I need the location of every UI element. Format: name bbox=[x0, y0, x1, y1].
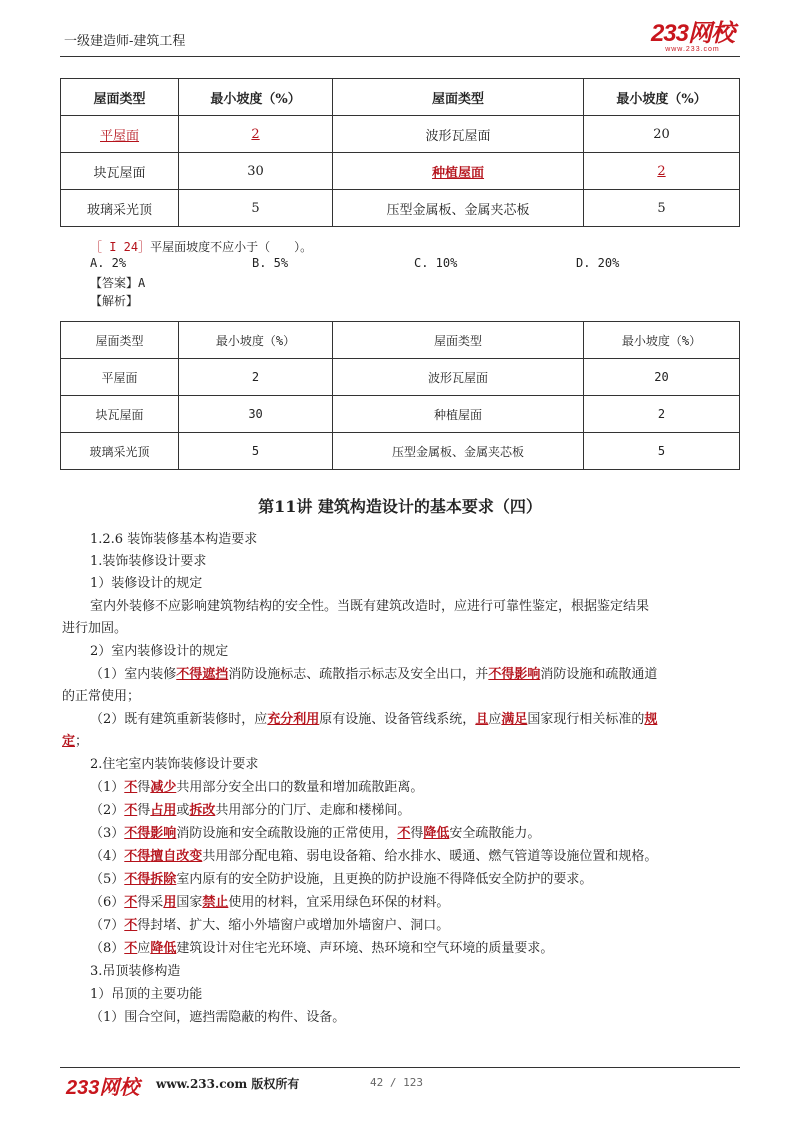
highlight: 不得遮挡 bbox=[176, 667, 229, 682]
table-cell: 20 bbox=[584, 116, 740, 153]
heading: 2.住宅室内装饰装修设计要求 bbox=[90, 757, 259, 772]
table-row bbox=[61, 190, 740, 227]
highlight: 拆除 bbox=[150, 872, 177, 887]
question-stem bbox=[90, 238, 312, 255]
table-row bbox=[61, 359, 740, 396]
text: （3） bbox=[90, 826, 125, 841]
table-cell: 波形瓦屋面 bbox=[333, 359, 584, 396]
highlight: 用 bbox=[163, 895, 177, 910]
highlight: 满足 bbox=[501, 712, 528, 727]
list-item bbox=[90, 711, 657, 729]
table-cell: 种植屋面 bbox=[432, 165, 485, 181]
text: ； bbox=[75, 734, 89, 749]
table-cell: 平屋面 bbox=[61, 359, 179, 396]
footer-copyright: www.233.com 版权所有 bbox=[156, 1077, 300, 1091]
option-a: A. 2% bbox=[90, 256, 127, 270]
highlight: 拆改 bbox=[189, 803, 216, 818]
page-number: 42 / 123 bbox=[370, 1076, 423, 1089]
table-row bbox=[61, 153, 740, 190]
table-cell: 2 bbox=[657, 163, 666, 179]
highlight: 降低 bbox=[150, 941, 177, 956]
text: 共用部分的门厅、走廊和楼梯间。 bbox=[215, 803, 411, 818]
highlight: 定 bbox=[62, 734, 76, 749]
highlight: 且 bbox=[475, 712, 489, 727]
table-cell: 5 bbox=[584, 433, 740, 470]
list-item bbox=[90, 779, 423, 797]
table-cell: 20 bbox=[584, 359, 740, 396]
table-row bbox=[61, 433, 740, 470]
table-cell: 2 bbox=[251, 126, 260, 142]
highlight: 降低 bbox=[423, 826, 450, 841]
brand-logo bbox=[651, 22, 734, 53]
list-item bbox=[90, 940, 553, 958]
text: 安全疏散能力。 bbox=[449, 826, 541, 841]
table-cell: 5 bbox=[584, 190, 740, 227]
heading: 1）吊顶的主要功能 bbox=[90, 987, 203, 1002]
text: （4） bbox=[90, 849, 125, 864]
text: 应 bbox=[488, 712, 502, 727]
analysis-label: 【解析】 bbox=[90, 294, 139, 308]
table-header: 屋面类型 bbox=[333, 79, 584, 116]
table-cell: 2 bbox=[179, 359, 333, 396]
logo-sub: www.233.com bbox=[665, 46, 720, 53]
list-item bbox=[90, 917, 449, 935]
text: （2）既有建筑重新装修时，应 bbox=[90, 712, 268, 727]
text: 室内原有的安全防护设施，且更换的防护设施不得降低安全防护的要求。 bbox=[176, 872, 593, 887]
slope-table-2 bbox=[60, 321, 740, 470]
list-item bbox=[90, 894, 449, 912]
table-cell: 5 bbox=[179, 190, 333, 227]
heading: 1.2.6 装饰装修基本构造要求 bbox=[90, 532, 258, 547]
heading: 2）室内装修设计的规定 bbox=[90, 644, 229, 659]
highlight: 不 bbox=[397, 826, 411, 841]
heading: 1）装修设计的规定 bbox=[90, 576, 203, 591]
logo-main: 233网校 bbox=[650, 20, 734, 47]
highlight: 不 bbox=[124, 941, 138, 956]
highlight: 减少 bbox=[150, 780, 177, 795]
text: 消防设施标志、疏散指示标志及安全出口，并 bbox=[228, 667, 489, 682]
list-item bbox=[90, 825, 540, 843]
highlight: 规 bbox=[644, 712, 658, 727]
table-row bbox=[61, 396, 740, 433]
text: （1）室内装修 bbox=[90, 667, 177, 682]
footer-logo: 233网校 bbox=[66, 1077, 140, 1099]
list-item-continued bbox=[62, 733, 88, 751]
table-header: 屋面类型 bbox=[333, 322, 584, 359]
table-cell: 玻璃采光顶 bbox=[61, 190, 179, 227]
slope-table-1 bbox=[60, 78, 740, 227]
text: 或 bbox=[176, 803, 190, 818]
highlight: 不得 bbox=[124, 872, 151, 887]
list-item bbox=[90, 848, 657, 866]
highlight: 擅自改变 bbox=[150, 849, 203, 864]
highlight: 不 bbox=[124, 895, 138, 910]
highlight: 影响 bbox=[150, 826, 177, 841]
text: 消防设施和疏散通道 bbox=[540, 667, 658, 682]
text: 得 bbox=[137, 780, 151, 795]
list-item: （1）围合空间，遮挡需隐蔽的构件、设备。 bbox=[90, 1010, 346, 1025]
table-cell: 压型金属板、金属夹芯板 bbox=[333, 433, 584, 470]
highlight: 不得影响 bbox=[488, 667, 541, 682]
heading: 1.装饰装修设计要求 bbox=[90, 554, 207, 569]
list-item-continued: 的正常使用； bbox=[62, 689, 141, 704]
list-item bbox=[90, 666, 657, 684]
text: 原有设施、设备管线系统， bbox=[319, 712, 476, 727]
question-text: 平屋面坡度不应小于（ ）。 bbox=[150, 240, 313, 254]
footer-divider bbox=[60, 1067, 740, 1068]
table-cell: 2 bbox=[584, 396, 740, 433]
highlight: 不得 bbox=[124, 849, 151, 864]
highlight: 不 bbox=[124, 918, 138, 933]
header-divider bbox=[60, 56, 740, 57]
text: 得 bbox=[410, 826, 424, 841]
paragraph: 室内外装修不应影响建筑物结构的安全性。当既有建筑改造时，应进行可靠性鉴定，根据鉴定结果 bbox=[90, 599, 650, 614]
table-cell: 块瓦屋面 bbox=[61, 396, 179, 433]
highlight: 不得 bbox=[124, 826, 151, 841]
table-cell: 种植屋面 bbox=[333, 396, 584, 433]
table-cell: 压型金属板、金属夹芯板 bbox=[333, 190, 584, 227]
list-item bbox=[90, 802, 410, 820]
text: （2） bbox=[90, 803, 125, 818]
table-cell: 30 bbox=[179, 396, 333, 433]
option-d: D. 20% bbox=[576, 256, 620, 270]
text: （5） bbox=[90, 872, 125, 887]
text: 得采 bbox=[137, 895, 164, 910]
text: 应 bbox=[137, 941, 151, 956]
text: 国家现行相关标准的 bbox=[527, 712, 645, 727]
highlight: 充分利用 bbox=[267, 712, 320, 727]
table-cell: 30 bbox=[179, 153, 333, 190]
answer: 【答案】A bbox=[90, 276, 146, 290]
table-header: 屋面类型 bbox=[61, 79, 179, 116]
table-cell: 块瓦屋面 bbox=[61, 153, 179, 190]
text: 使用的材料，宜采用绿色环保的材料。 bbox=[228, 895, 450, 910]
section-title: 第11讲 建筑构造设计的基本要求（四） bbox=[258, 497, 542, 516]
text: 共用部分安全出口的数量和增加疏散距离。 bbox=[176, 780, 424, 795]
option-b: B. 5% bbox=[252, 256, 289, 270]
paragraph: 进行加固。 bbox=[62, 621, 128, 636]
list-item bbox=[90, 871, 592, 889]
table-header: 最小坡度（%） bbox=[584, 79, 740, 116]
table-header: 最小坡度（%） bbox=[179, 79, 333, 116]
text: （8） bbox=[90, 941, 125, 956]
table-header: 屋面类型 bbox=[61, 322, 179, 359]
text: （6） bbox=[90, 895, 125, 910]
table-header: 最小坡度（%） bbox=[179, 322, 333, 359]
text: 消防设施和安全疏散设施的正常使用， bbox=[176, 826, 398, 841]
table-cell: 5 bbox=[179, 433, 333, 470]
text: （1） bbox=[90, 780, 125, 795]
text: 得封堵、扩大、缩小外墙窗户或增加外墙窗户、洞口。 bbox=[137, 918, 450, 933]
text: 得 bbox=[137, 803, 151, 818]
question-tag: ［ I 24］ bbox=[90, 240, 151, 254]
table-cell: 波形瓦屋面 bbox=[333, 116, 584, 153]
header-title: 一级建造师-建筑工程 bbox=[64, 34, 186, 49]
highlight: 禁止 bbox=[202, 895, 229, 910]
text: （7） bbox=[90, 918, 125, 933]
highlight: 占用 bbox=[150, 803, 177, 818]
heading: 3.吊顶装修构造 bbox=[90, 964, 181, 979]
text: 国家 bbox=[176, 895, 203, 910]
table-header: 最小坡度（%） bbox=[584, 322, 740, 359]
table-row bbox=[61, 116, 740, 153]
text: 共用部分配电箱、弱电设备箱、给水排水、暖通、燃气管道等设施位置和规格。 bbox=[202, 849, 658, 864]
highlight: 不 bbox=[124, 803, 138, 818]
table-cell: 平屋面 bbox=[100, 128, 140, 144]
text: 建筑设计对住宅光环境、声环境、热环境和空气环境的质量要求。 bbox=[176, 941, 554, 956]
option-c: C. 10% bbox=[414, 256, 458, 270]
table-cell: 玻璃采光顶 bbox=[61, 433, 179, 470]
highlight: 不 bbox=[124, 780, 138, 795]
